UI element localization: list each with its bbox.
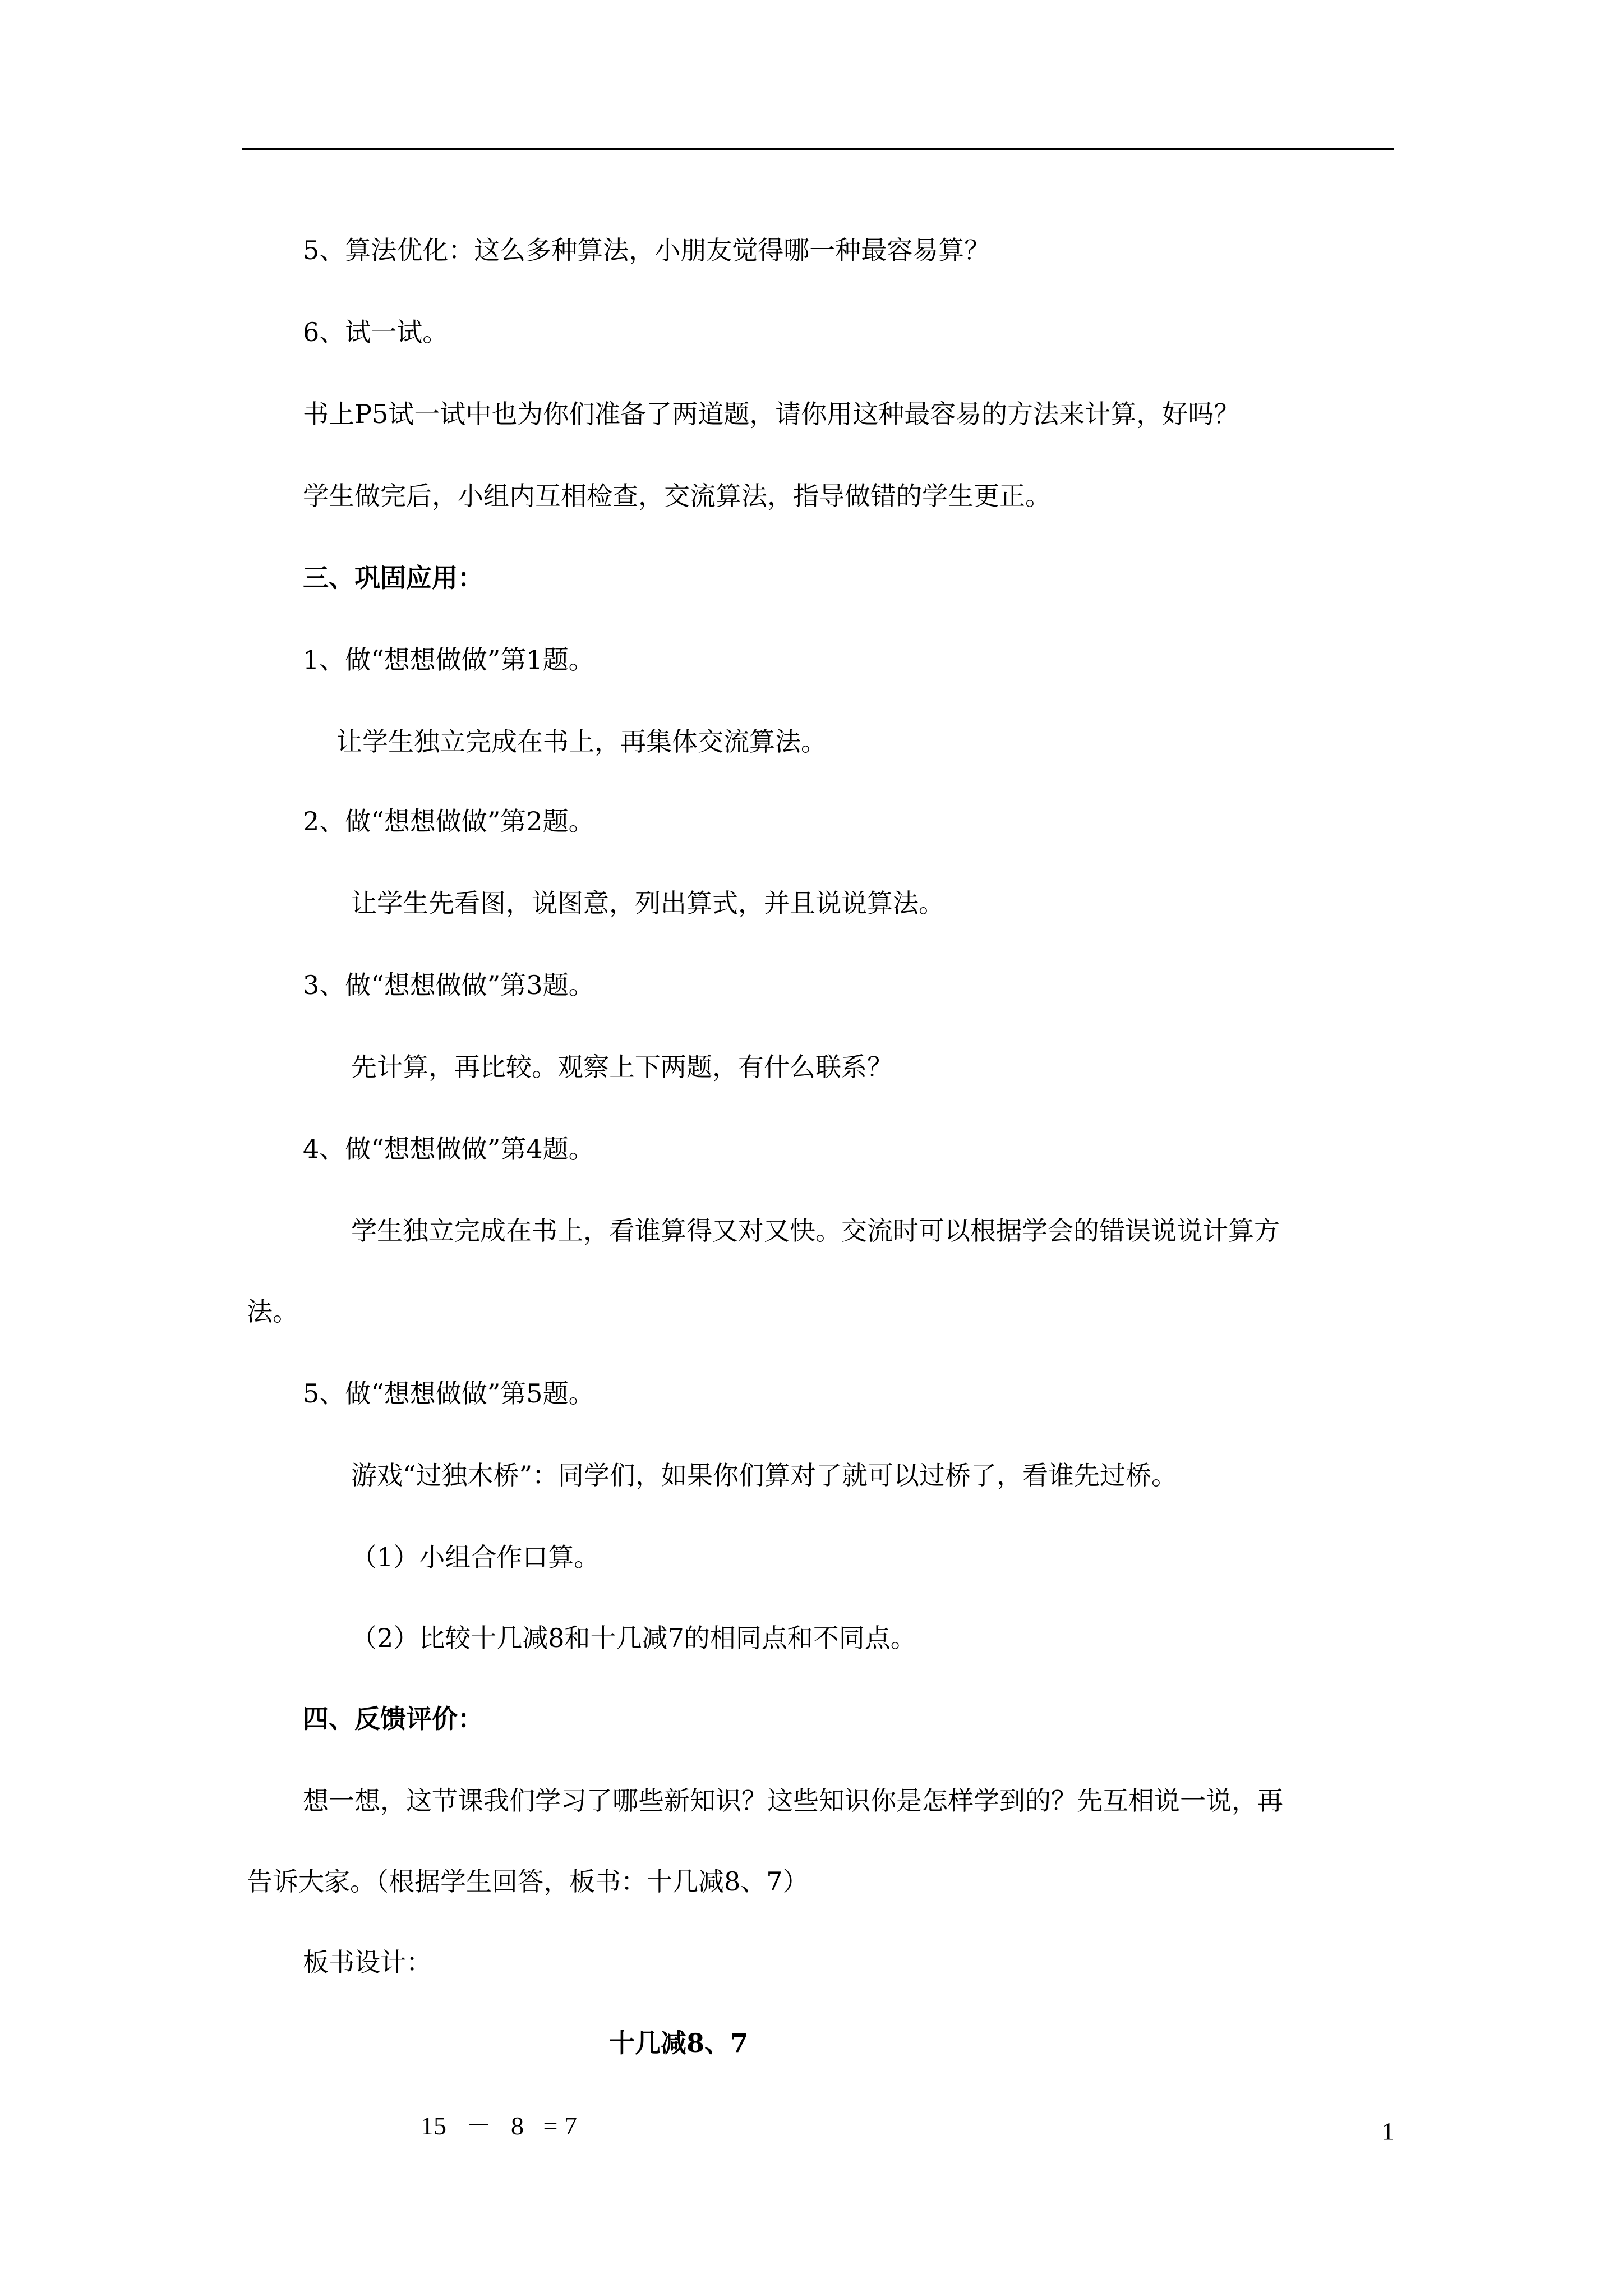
text-line-13: 学生独立完成在书上，看谁算得又对又快。交流时可以根据学会的错误说说计算方 <box>351 1216 1280 1246</box>
text-line-22: 板书设计： <box>303 1947 432 1977</box>
header-rule <box>242 148 1394 150</box>
page-number: 1 <box>1382 2118 1394 2145</box>
text-line-18: （2）比较十几减8和十几减7的相同点和不同点。 <box>351 1623 916 1653</box>
text-line-11: 先计算，再比较。观察上下两题，有什么联系？ <box>351 1052 893 1082</box>
text-line-16: 游戏“过独木桥”：同学们，如果你们算对了就可以过桥了，看谁先过桥。 <box>351 1460 1178 1490</box>
text-line-3: 书上P5试一试中也为你们准备了两道题，请你用这种最容易的方法来计算，好吗？ <box>303 399 1240 429</box>
text-line-14: 法。 <box>247 1296 298 1327</box>
text-line-12: 4、做“想想做做”第4题。 <box>303 1134 594 1164</box>
section-heading-consolidate: 三、巩固应用： <box>303 563 483 593</box>
text-line-4: 学生做完后，小组内互相检查，交流算法，指导做错的学生更正。 <box>303 481 1051 511</box>
section-heading-feedback: 四、反馈评价： <box>303 1704 483 1734</box>
text-line-17: （1）小组合作口算。 <box>351 1542 600 1572</box>
text-line-9: 让学生先看图，说图意，列出算式，并且说说算法。 <box>351 888 944 918</box>
text-line-21: 告诉大家。（根据学生回答，板书：十几减8、7） <box>247 1866 809 1897</box>
text-line-6: 1、做“想想做做”第1题。 <box>303 645 594 675</box>
text-line-1: 5、算法优化：这么多种算法，小朋友觉得哪一种最容易算？ <box>303 235 990 265</box>
text-line-2: 6、试一试。 <box>303 317 449 347</box>
text-line-8: 2、做“想想做做”第2题。 <box>303 806 594 836</box>
text-line-10: 3、做“想想做做”第3题。 <box>303 970 594 1000</box>
board-equation: 15 － 8 = 7 <box>421 2111 577 2140</box>
board-title: 十几减8、7 <box>609 2028 749 2058</box>
text-line-20: 想一想，这节课我们学习了哪些新知识？这些知识你是怎样学到的？先互相说一说，再 <box>303 1786 1283 1816</box>
text-line-7: 让学生独立完成在书上，再集体交流算法。 <box>336 726 827 757</box>
text-line-15: 5、做“想想做做”第5题。 <box>303 1378 594 1409</box>
